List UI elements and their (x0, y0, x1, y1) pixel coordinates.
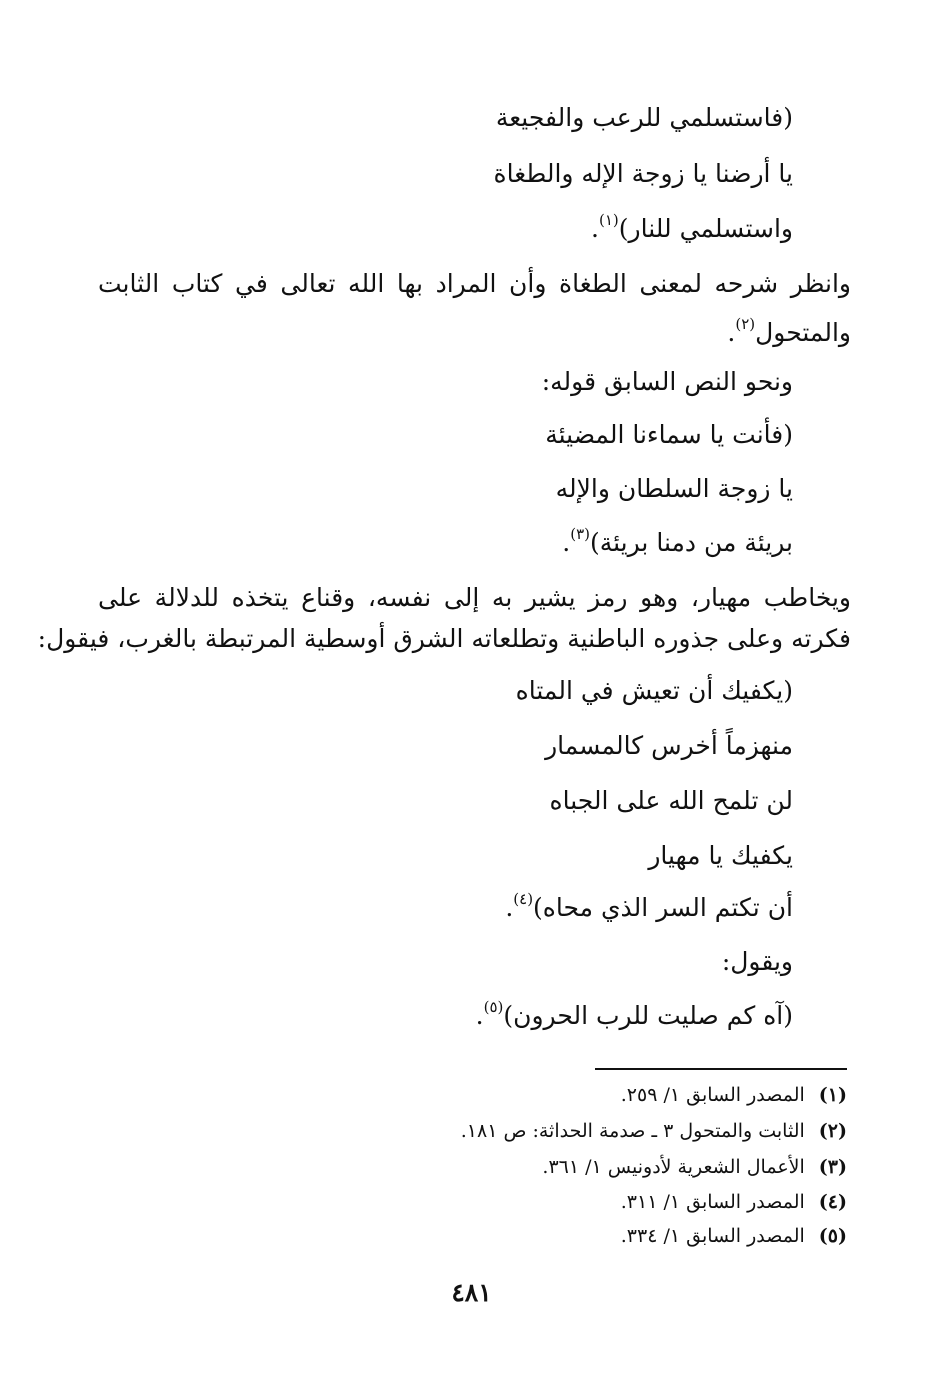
verse-text: أن تكتم السر الذي محاه) (533, 893, 793, 922)
paragraph-line (98, 581, 851, 615)
verse-text: يا زوجة السلطان والإله (555, 474, 793, 503)
verse-line (591, 212, 793, 246)
verse-line (550, 784, 794, 818)
paragraph-line (722, 945, 793, 979)
footnote-divider (595, 1068, 847, 1070)
footnote-ref: (١) (599, 211, 619, 229)
footnote-number: (٥) (818, 1225, 847, 1247)
verse-text: بريئة من دمنا بريئة) (589, 528, 793, 557)
paragraph-line (542, 365, 793, 399)
paragraph-line (37, 622, 851, 656)
verse-line (556, 472, 793, 506)
paragraph-text: وانظر شرحه لمعنى الطغاة وأن المراد بها الله تعالى في كتاب الثابت (98, 269, 851, 298)
verse-line (562, 526, 793, 560)
footnote-ref: (٥) (483, 998, 504, 1016)
footnote-text: المصدر السابق ١/ ٢٥٩. (620, 1084, 805, 1106)
punctuation: . (591, 214, 599, 243)
footnote-item (621, 1082, 847, 1108)
verse-line (476, 999, 793, 1033)
footnote-number: (١) (818, 1084, 847, 1106)
paragraph-text: والمتحول (755, 318, 851, 347)
paragraph-line (98, 267, 851, 301)
punctuation: . (562, 528, 571, 557)
verse-text: لن تلمح الله على الجباه (549, 786, 793, 815)
verse-line (494, 157, 793, 191)
verse-text: واستسلمي للنار) (618, 214, 793, 243)
footnote-text: الثابت والمتحول ٣ ـ صدمة الحداثة: ص ١٨١. (460, 1120, 805, 1142)
footnote-text: المصدر السابق ١/ ٣٣٤. (620, 1225, 805, 1247)
verse-text: (فأنت يا سماءنا المضيئة (545, 420, 793, 449)
paragraph-text: فكرته وعلى جذوره الباطنية وتطلعاته الشرق أوسطية المرتبطة بالغرب، فيقول: (37, 624, 851, 653)
verse-text: (يكفيك أن تعيش في المتاه (515, 676, 793, 705)
footnote-text: الأعمال الشعرية لأدونيس ١/ ٣٦١. (542, 1156, 805, 1178)
page-number: ٤٨١ (451, 1278, 492, 1307)
verse-line (545, 729, 793, 763)
paragraph-text: ويخاطب مهيار، وهو رمز يشير به إلى نفسه، وقناع يتخذه للدلالة على (98, 583, 851, 612)
footnote-ref: (٣) (570, 525, 590, 543)
footnote-number: (٣) (818, 1156, 847, 1178)
punctuation: . (505, 893, 514, 922)
footnote-ref: (٤) (513, 890, 534, 908)
verse-line (516, 674, 793, 708)
footnote-item (621, 1189, 847, 1215)
footnote-number: (٤) (818, 1191, 847, 1213)
footnote-item (461, 1118, 847, 1144)
verse-text: (آه كم صليت للرب الحرون) (503, 1001, 793, 1030)
footnote-item (621, 1223, 847, 1249)
footnote-number: (٢) (818, 1120, 847, 1142)
verse-text: (فاستسلمي للرعب والفجيعة (495, 103, 793, 132)
paragraph-text: ونحو النص السابق قوله: (541, 367, 793, 396)
footnote-text: المصدر السابق ١/ ٣١١. (620, 1191, 805, 1213)
verse-text: منهزماً أخرس كالمسمار (545, 731, 793, 760)
verse-line (648, 839, 793, 873)
footnote-ref: (٢) (735, 315, 756, 333)
punctuation: . (475, 1001, 484, 1030)
verse-line (545, 418, 793, 452)
verse-line (496, 101, 793, 135)
paragraph-line (727, 316, 851, 350)
verse-line (505, 891, 793, 925)
punctuation: . (727, 318, 736, 347)
verse-text: يكفيك يا مهيار (648, 841, 793, 870)
paragraph-text: ويقول: (721, 947, 793, 976)
verse-text: يا أرضنا يا زوجة الإله والطغاة (493, 159, 793, 188)
footnote-item (542, 1154, 847, 1180)
